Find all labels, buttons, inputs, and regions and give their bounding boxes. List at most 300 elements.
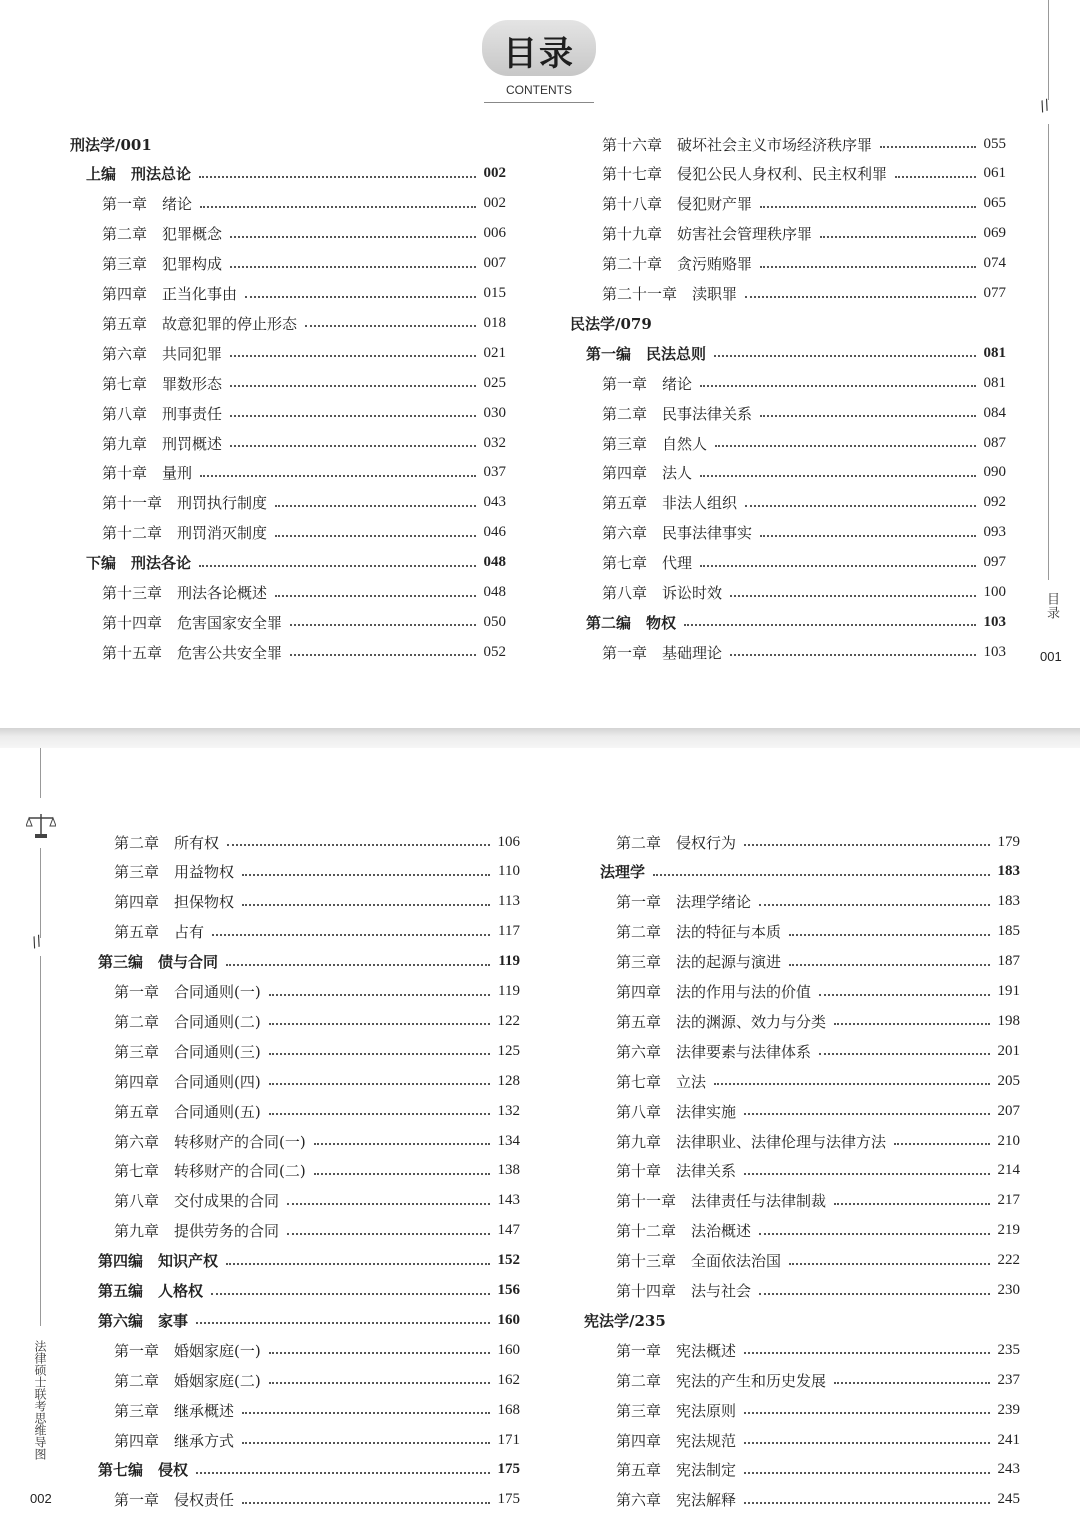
dot-leader bbox=[744, 844, 989, 846]
dot-leader bbox=[242, 904, 490, 906]
toc-entry-label: 第一编 民法总则 bbox=[586, 344, 707, 363]
toc-entry-label: 第八章 交付成果的合同 bbox=[114, 1192, 280, 1211]
toc-chapter-row[interactable] bbox=[98, 1189, 520, 1213]
toc-part-row[interactable] bbox=[98, 1308, 520, 1332]
toc-entry-label: 第二章 合同通则(二) bbox=[114, 1012, 261, 1031]
toc-chapter-row[interactable] bbox=[570, 491, 1006, 515]
toc-page-number: 187 bbox=[997, 953, 1020, 970]
dot-leader bbox=[819, 994, 989, 996]
toc-entry-label: 第一章 宪法概述 bbox=[616, 1341, 737, 1360]
dot-leader bbox=[269, 1023, 490, 1025]
dot-leader bbox=[275, 505, 475, 507]
dot-leader bbox=[269, 1352, 490, 1354]
scales-icon bbox=[26, 812, 56, 840]
toc-entry-label: 第十三章 刑法各论概述 bbox=[102, 584, 268, 602]
toc-page-number: 097 bbox=[983, 554, 1006, 571]
toc-entry-label: 第二十一章 渎职罪 bbox=[602, 285, 738, 303]
dot-leader bbox=[290, 624, 475, 626]
toc-chapter-row[interactable] bbox=[70, 581, 506, 605]
toc-chapter-row[interactable] bbox=[70, 192, 506, 216]
toc-page-number: 239 bbox=[997, 1401, 1020, 1418]
toc-chapter-row[interactable] bbox=[70, 461, 506, 485]
toc-entry-label: 第一章 侵权责任 bbox=[114, 1491, 235, 1510]
toc-entry-label: 第五章 故意犯罪的停止形态 bbox=[102, 314, 298, 333]
toc-page-number: 032 bbox=[483, 434, 506, 451]
toc-entry-label: 第三章 合同通则(三) bbox=[114, 1042, 261, 1061]
margin-break-mark: // bbox=[29, 932, 44, 952]
toc-chapter-row[interactable] bbox=[70, 371, 506, 395]
toc-chapter-row[interactable] bbox=[70, 610, 506, 634]
toc-chapter-row[interactable] bbox=[584, 830, 1020, 854]
toc-entry-label: 第三章 宪法原则 bbox=[616, 1401, 737, 1420]
toc-page-number: 007 bbox=[483, 255, 506, 272]
margin-rule bbox=[40, 848, 41, 938]
toc-page-number: 175 bbox=[497, 1461, 520, 1478]
toc-chapter-row[interactable] bbox=[70, 252, 506, 276]
toc-chapter-row[interactable] bbox=[570, 222, 1006, 246]
dot-leader bbox=[200, 206, 475, 208]
toc-entry-label: 第二章 法的特征与本质 bbox=[616, 923, 782, 942]
toc-entry-label: 第三章 自然人 bbox=[602, 434, 708, 453]
dot-leader bbox=[760, 206, 975, 208]
toc-chapter-row[interactable] bbox=[70, 401, 506, 425]
toc-part-row[interactable] bbox=[98, 950, 520, 974]
toc-entry-label: 第六章 法律要素与法律体系 bbox=[616, 1042, 812, 1061]
toc-chapter-row[interactable] bbox=[584, 1129, 1020, 1153]
toc-chapter-row[interactable] bbox=[98, 1039, 520, 1063]
toc-page-number: 207 bbox=[997, 1102, 1020, 1119]
toc-chapter-row[interactable] bbox=[98, 1129, 520, 1153]
toc-part-row[interactable] bbox=[98, 1249, 520, 1273]
toc-chapter-row[interactable] bbox=[98, 1069, 520, 1093]
toc-entry-label: 第十四章 法与社会 bbox=[616, 1282, 752, 1300]
toc-chapter-row[interactable] bbox=[570, 371, 1006, 395]
toc-page-number: 117 bbox=[498, 923, 520, 940]
toc-section-heading[interactable] bbox=[70, 132, 506, 156]
toc-page-number: 210 bbox=[997, 1132, 1020, 1149]
dot-leader bbox=[760, 535, 975, 537]
toc-page-number: 183 bbox=[997, 863, 1020, 880]
dot-leader bbox=[653, 874, 989, 876]
toc-chapter-row[interactable] bbox=[584, 1189, 1020, 1213]
toc-page-number: 018 bbox=[483, 314, 506, 331]
toc-chapter-row[interactable] bbox=[584, 1279, 1020, 1303]
dot-leader bbox=[744, 1352, 989, 1354]
toc-page-number: 081 bbox=[983, 344, 1006, 361]
toc-entry-label: 第一章 基础理论 bbox=[602, 643, 723, 662]
dot-leader bbox=[242, 1412, 489, 1414]
toc-chapter-row[interactable] bbox=[98, 1338, 520, 1362]
toc-entry-label: 第二章 所有权 bbox=[114, 833, 220, 852]
toc-page-number: 093 bbox=[983, 524, 1006, 541]
toc-chapter-row[interactable] bbox=[570, 401, 1006, 425]
toc-page-1 bbox=[0, 0, 1080, 728]
toc-page-number: 185 bbox=[997, 923, 1020, 940]
toc-page-number: 205 bbox=[997, 1072, 1020, 1089]
dot-leader bbox=[269, 994, 490, 996]
toc-page-number: 175 bbox=[497, 1491, 520, 1508]
toc-entry-label: 第七章 罪数形态 bbox=[102, 374, 223, 393]
dot-leader bbox=[819, 1053, 989, 1055]
dot-leader bbox=[290, 654, 475, 656]
toc-chapter-row[interactable] bbox=[70, 431, 506, 455]
toc-page-number: 241 bbox=[997, 1431, 1020, 1448]
toc-chapter-row[interactable] bbox=[98, 1428, 520, 1452]
toc-entry-label: 第十七章 侵犯公民人身权利、民主权利罪 bbox=[602, 165, 888, 184]
toc-entry-label: 第九章 提供劳务的合同 bbox=[114, 1222, 280, 1241]
dot-leader bbox=[730, 654, 975, 656]
toc-page-number: 043 bbox=[483, 494, 506, 511]
toc-entry-label: 第十一章 法律责任与法律制裁 bbox=[616, 1192, 827, 1211]
dot-leader bbox=[714, 355, 975, 357]
toc-entry-label: 第十一章 刑罚执行制度 bbox=[102, 494, 268, 513]
dot-leader bbox=[760, 415, 975, 417]
dot-leader bbox=[314, 1173, 490, 1175]
toc-chapter-row[interactable] bbox=[70, 282, 506, 306]
toc-page-number: 160 bbox=[497, 1341, 520, 1358]
toc-entry-label: 第三章 用益物权 bbox=[114, 863, 235, 882]
toc-page-number: 061 bbox=[983, 165, 1006, 182]
toc-entry-label: 第十八章 侵犯财产罪 bbox=[602, 195, 753, 214]
dot-leader bbox=[700, 565, 975, 567]
dot-leader bbox=[200, 475, 475, 477]
toc-page-number: 021 bbox=[483, 344, 506, 361]
toc-entry-label: 民法学/079 bbox=[570, 314, 652, 333]
toc-entry-label: 第二编 物权 bbox=[586, 613, 677, 632]
toc-entry-label: 第八章 诉讼时效 bbox=[602, 584, 723, 602]
toc-chapter-row[interactable] bbox=[584, 950, 1020, 974]
toc-chapter-row[interactable] bbox=[570, 431, 1006, 455]
dot-leader bbox=[745, 505, 975, 507]
toc-entry-label: 第一章 合同通则(一) bbox=[114, 983, 261, 1001]
toc-part-row[interactable] bbox=[98, 1279, 520, 1303]
dot-leader bbox=[684, 624, 975, 626]
toc-chapter-row[interactable] bbox=[584, 890, 1020, 914]
toc-page-number: 037 bbox=[483, 464, 506, 481]
toc-entry-label: 第八章 法律实施 bbox=[616, 1102, 737, 1121]
toc-page-number: 119 bbox=[498, 983, 520, 999]
toc-chapter-row[interactable] bbox=[98, 1368, 520, 1392]
toc-chapter-row[interactable] bbox=[570, 162, 1006, 186]
margin-rule-top bbox=[40, 748, 41, 798]
toc-page-number: 103 bbox=[983, 643, 1006, 660]
toc-chapter-row[interactable] bbox=[98, 860, 520, 884]
toc-page-number: 222 bbox=[997, 1252, 1020, 1269]
toc-chapter-row[interactable] bbox=[70, 640, 506, 664]
toc-entry-label: 第十五章 危害公共安全罪 bbox=[102, 643, 283, 662]
toc-entry-label: 第五章 合同通则(五) bbox=[114, 1102, 261, 1121]
toc-section-heading[interactable] bbox=[584, 1308, 1020, 1332]
toc-page-number: 092 bbox=[983, 494, 1006, 511]
toc-entry-label: 第六章 共同犯罪 bbox=[102, 344, 223, 363]
toc-entry-label: 第一章 法理学绪论 bbox=[616, 893, 752, 912]
toc-page-number: 198 bbox=[997, 1012, 1020, 1029]
toc-part-row[interactable] bbox=[570, 610, 1006, 634]
toc-chapter-row[interactable] bbox=[570, 461, 1006, 485]
toc-chapter-row[interactable] bbox=[70, 222, 506, 246]
dot-leader bbox=[230, 415, 475, 417]
toc-entry-label: 第五章 占有 bbox=[114, 923, 205, 942]
dot-leader bbox=[744, 1472, 989, 1474]
toc-page-number: 147 bbox=[497, 1222, 520, 1239]
margin-break-mark: // bbox=[1037, 96, 1052, 116]
dot-leader bbox=[744, 1113, 989, 1115]
toc-page-number: 179 bbox=[997, 833, 1020, 850]
margin-rule bbox=[1048, 124, 1049, 580]
dot-leader bbox=[230, 236, 475, 238]
dot-leader bbox=[789, 934, 989, 936]
toc-entry-label: 第十三章 全面依法治国 bbox=[616, 1252, 782, 1271]
dot-leader bbox=[227, 844, 489, 846]
toc-chapter-row[interactable] bbox=[70, 311, 506, 335]
toc-chapter-row[interactable] bbox=[584, 1009, 1020, 1033]
toc-entry-label: 第六编 家事 bbox=[98, 1311, 189, 1330]
toc-page-number: 152 bbox=[497, 1252, 520, 1269]
toc-page-number: 214 bbox=[997, 1162, 1020, 1179]
toc-entry-label: 第十章 量刑 bbox=[102, 464, 193, 483]
toc-page-number: 156 bbox=[497, 1282, 520, 1298]
dot-leader bbox=[269, 1053, 490, 1055]
dot-leader bbox=[834, 1382, 989, 1384]
toc-chapter-row[interactable] bbox=[584, 1159, 1020, 1183]
toc-part-row[interactable] bbox=[70, 551, 506, 575]
toc-entry-label: 第一章 绪论 bbox=[602, 374, 693, 393]
toc-chapter-row[interactable] bbox=[584, 1338, 1020, 1362]
toc-part-row[interactable] bbox=[70, 162, 506, 186]
toc-chapter-row[interactable] bbox=[98, 1009, 520, 1033]
dot-leader bbox=[745, 296, 975, 298]
dot-leader bbox=[759, 1293, 989, 1295]
toc-entry-label: 第四章 法人 bbox=[602, 464, 693, 483]
toc-page-number: 081 bbox=[983, 374, 1006, 391]
toc-page-number: 048 bbox=[483, 554, 506, 571]
dot-leader bbox=[269, 1113, 490, 1115]
toc-entry-label: 第二章 侵权行为 bbox=[616, 833, 737, 852]
toc-entry-label: 第四章 担保物权 bbox=[114, 893, 235, 912]
toc-entry-label: 第九章 法律职业、法律伦理与法律方法 bbox=[616, 1132, 887, 1151]
toc-page-number: 245 bbox=[997, 1491, 1020, 1508]
toc-page-number: 052 bbox=[483, 643, 506, 660]
dot-leader bbox=[196, 1322, 489, 1324]
toc-entry-label: 上编 刑法总论 bbox=[86, 165, 192, 184]
toc-entry-label: 第五章 宪法制定 bbox=[616, 1461, 737, 1480]
toc-page-number: 050 bbox=[483, 613, 506, 630]
toc-chapter-row[interactable] bbox=[70, 491, 506, 515]
dot-leader bbox=[894, 1143, 989, 1145]
dot-leader bbox=[230, 355, 475, 357]
toc-entry-label: 第二章 婚姻家庭(二) bbox=[114, 1371, 261, 1390]
toc-part-row[interactable] bbox=[570, 341, 1006, 365]
dot-leader bbox=[242, 1442, 489, 1444]
toc-chapter-row[interactable] bbox=[98, 1219, 520, 1243]
dot-leader bbox=[789, 1263, 989, 1265]
dot-leader bbox=[820, 236, 975, 238]
toc-part-row[interactable] bbox=[98, 1458, 520, 1482]
dot-leader bbox=[714, 1083, 989, 1085]
toc-chapter-row[interactable] bbox=[570, 132, 1006, 156]
toc-entry-label: 第四章 正当化事由 bbox=[102, 285, 238, 303]
toc-chapter-row[interactable] bbox=[70, 521, 506, 545]
dot-leader bbox=[287, 1233, 489, 1235]
dot-leader bbox=[242, 1502, 489, 1504]
toc-chapter-row[interactable] bbox=[584, 1249, 1020, 1273]
toc-page-number: 084 bbox=[983, 404, 1006, 421]
dot-leader bbox=[744, 1173, 989, 1175]
toc-page-number: 243 bbox=[997, 1461, 1020, 1478]
page-number: 001 bbox=[1040, 649, 1062, 664]
dot-leader bbox=[744, 1412, 989, 1414]
toc-entry-label: 第三章 犯罪构成 bbox=[102, 255, 223, 274]
toc-chapter-row[interactable] bbox=[570, 282, 1006, 306]
toc-entry-label: 第七编 侵权 bbox=[98, 1461, 189, 1480]
dot-leader bbox=[242, 874, 490, 876]
toc-page-number: 160 bbox=[497, 1311, 520, 1328]
dot-leader bbox=[759, 904, 989, 906]
toc-page-number: 103 bbox=[983, 613, 1006, 630]
toc-entry-label: 第九章 刑罚概述 bbox=[102, 434, 223, 453]
dot-leader bbox=[305, 325, 475, 327]
toc-page-number: 235 bbox=[997, 1341, 1020, 1358]
toc-page-number: 119 bbox=[498, 953, 520, 970]
toc-page-number: 100 bbox=[983, 584, 1006, 600]
toc-chapter-row[interactable] bbox=[584, 1039, 1020, 1063]
toc-chapter-row[interactable] bbox=[584, 1428, 1020, 1452]
toc-entry-label: 宪法学/235 bbox=[584, 1311, 666, 1330]
toc-chapter-row[interactable] bbox=[584, 1219, 1020, 1243]
toc-page-number: 048 bbox=[483, 584, 506, 600]
toc-chapter-row[interactable] bbox=[98, 1398, 520, 1422]
dot-leader bbox=[314, 1143, 490, 1145]
dot-leader bbox=[880, 146, 975, 148]
toc-entry-label: 第六章 宪法解释 bbox=[616, 1491, 737, 1510]
toc-chapter-row[interactable] bbox=[70, 341, 506, 365]
toc-entry-label: 第五章 法的渊源、效力与分类 bbox=[616, 1012, 827, 1031]
dot-leader bbox=[212, 934, 490, 936]
dot-leader bbox=[211, 1293, 489, 1295]
page-title: 目录 bbox=[503, 34, 575, 74]
toc-section-heading[interactable] bbox=[570, 311, 1006, 335]
page-number: 002 bbox=[30, 1491, 52, 1506]
toc-page-number: 183 bbox=[997, 893, 1020, 910]
toc-entry-label: 第三章 法的起源与演进 bbox=[616, 953, 782, 972]
toc-entry-label: 第三编 债与合同 bbox=[98, 953, 219, 972]
toc-page-number: 006 bbox=[483, 225, 506, 242]
toc-page-number: 191 bbox=[997, 983, 1020, 999]
toc-entry-label: 第七章 立法 bbox=[616, 1072, 707, 1091]
toc-chapter-row[interactable] bbox=[570, 521, 1006, 545]
toc-entry-label: 第三章 继承概述 bbox=[114, 1401, 235, 1420]
dot-leader bbox=[226, 964, 490, 966]
toc-page-number: 002 bbox=[483, 165, 506, 182]
toc-chapter-row[interactable] bbox=[584, 1368, 1020, 1392]
page-gap bbox=[0, 728, 1080, 748]
toc-page-number: 138 bbox=[497, 1162, 520, 1179]
toc-entry-label: 第二章 犯罪概念 bbox=[102, 225, 223, 244]
toc-page-number: 113 bbox=[498, 893, 520, 910]
toc-entry-label: 第十六章 破坏社会主义市场经济秩序罪 bbox=[602, 135, 873, 154]
toc-chapter-row[interactable] bbox=[584, 1398, 1020, 1422]
toc-chapter-row[interactable] bbox=[584, 1069, 1020, 1093]
toc-page-number: 030 bbox=[483, 404, 506, 421]
toc-chapter-row[interactable] bbox=[570, 640, 1006, 664]
toc-entry-label: 第十二章 法治概述 bbox=[616, 1222, 752, 1241]
toc-chapter-row[interactable] bbox=[584, 1099, 1020, 1123]
toc-page-number: 230 bbox=[997, 1282, 1020, 1298]
toc-chapter-row[interactable] bbox=[584, 980, 1020, 1004]
dot-leader bbox=[834, 1023, 989, 1025]
toc-chapter-row[interactable] bbox=[570, 192, 1006, 216]
toc-chapter-row[interactable] bbox=[570, 581, 1006, 605]
toc-page-number: 134 bbox=[497, 1132, 520, 1149]
toc-chapter-row[interactable] bbox=[98, 890, 520, 914]
toc-page-number: 074 bbox=[983, 255, 1006, 272]
toc-page-number: 110 bbox=[498, 863, 520, 880]
toc-entry-label: 第四章 宪法规范 bbox=[616, 1431, 737, 1450]
toc-entry-label: 第五章 非法人组织 bbox=[602, 494, 738, 513]
toc-page-number: 143 bbox=[497, 1192, 520, 1209]
margin-rule-lower bbox=[40, 956, 41, 1326]
margin-rule-top bbox=[1048, 0, 1049, 100]
dot-leader bbox=[226, 1263, 489, 1265]
toc-chapter-row[interactable] bbox=[98, 1159, 520, 1183]
dot-leader bbox=[895, 176, 975, 178]
dot-leader bbox=[245, 296, 475, 298]
toc-chapter-row[interactable] bbox=[98, 920, 520, 944]
toc-page-number: 132 bbox=[497, 1102, 520, 1119]
dot-leader bbox=[230, 266, 475, 268]
toc-entry-label: 第八章 刑事责任 bbox=[102, 404, 223, 423]
toc-entry-label: 第六章 民事法律事实 bbox=[602, 524, 753, 543]
toc-chapter-row[interactable] bbox=[584, 1458, 1020, 1482]
dot-leader bbox=[834, 1203, 989, 1205]
side-label: 法律硕士联考思维导图 bbox=[33, 1340, 47, 1460]
toc-entry-label: 第十二章 刑罚消灭制度 bbox=[102, 524, 268, 543]
toc-page-number: 217 bbox=[997, 1192, 1020, 1209]
toc-part-row[interactable] bbox=[584, 860, 1020, 884]
dot-leader bbox=[730, 595, 975, 597]
toc-chapter-row[interactable] bbox=[98, 980, 520, 1004]
toc-entry-label: 第四章 法的作用与法的价值 bbox=[616, 983, 812, 1001]
toc-entry-label: 刑法学/001 bbox=[70, 135, 152, 154]
toc-page-number: 128 bbox=[497, 1072, 520, 1089]
toc-chapter-row[interactable] bbox=[98, 830, 520, 854]
dot-leader bbox=[275, 595, 475, 597]
toc-chapter-row[interactable] bbox=[98, 1488, 520, 1512]
toc-entry-label: 第十四章 危害国家安全罪 bbox=[102, 613, 283, 632]
toc-page-number: 087 bbox=[983, 434, 1006, 451]
dot-leader bbox=[269, 1083, 490, 1085]
toc-page-number: 046 bbox=[483, 524, 506, 541]
dot-leader bbox=[744, 1442, 989, 1444]
dot-leader bbox=[199, 176, 475, 178]
toc-page-number: 106 bbox=[497, 833, 520, 850]
header-underline bbox=[484, 102, 594, 103]
dot-leader bbox=[744, 1502, 989, 1504]
toc-page-number: 055 bbox=[983, 135, 1006, 152]
toc-page-number: 025 bbox=[483, 374, 506, 391]
toc-chapter-row[interactable] bbox=[570, 551, 1006, 575]
toc-page-number: 002 bbox=[483, 195, 506, 212]
toc-page-number: 219 bbox=[997, 1222, 1020, 1239]
toc-page-number: 162 bbox=[497, 1371, 520, 1388]
dot-leader bbox=[287, 1203, 489, 1205]
toc-chapter-row[interactable] bbox=[584, 920, 1020, 944]
toc-page-number: 237 bbox=[997, 1371, 1020, 1388]
toc-chapter-row[interactable] bbox=[584, 1488, 1020, 1512]
toc-chapter-row[interactable] bbox=[570, 252, 1006, 276]
dot-leader bbox=[196, 1472, 489, 1474]
toc-chapter-row[interactable] bbox=[98, 1099, 520, 1123]
